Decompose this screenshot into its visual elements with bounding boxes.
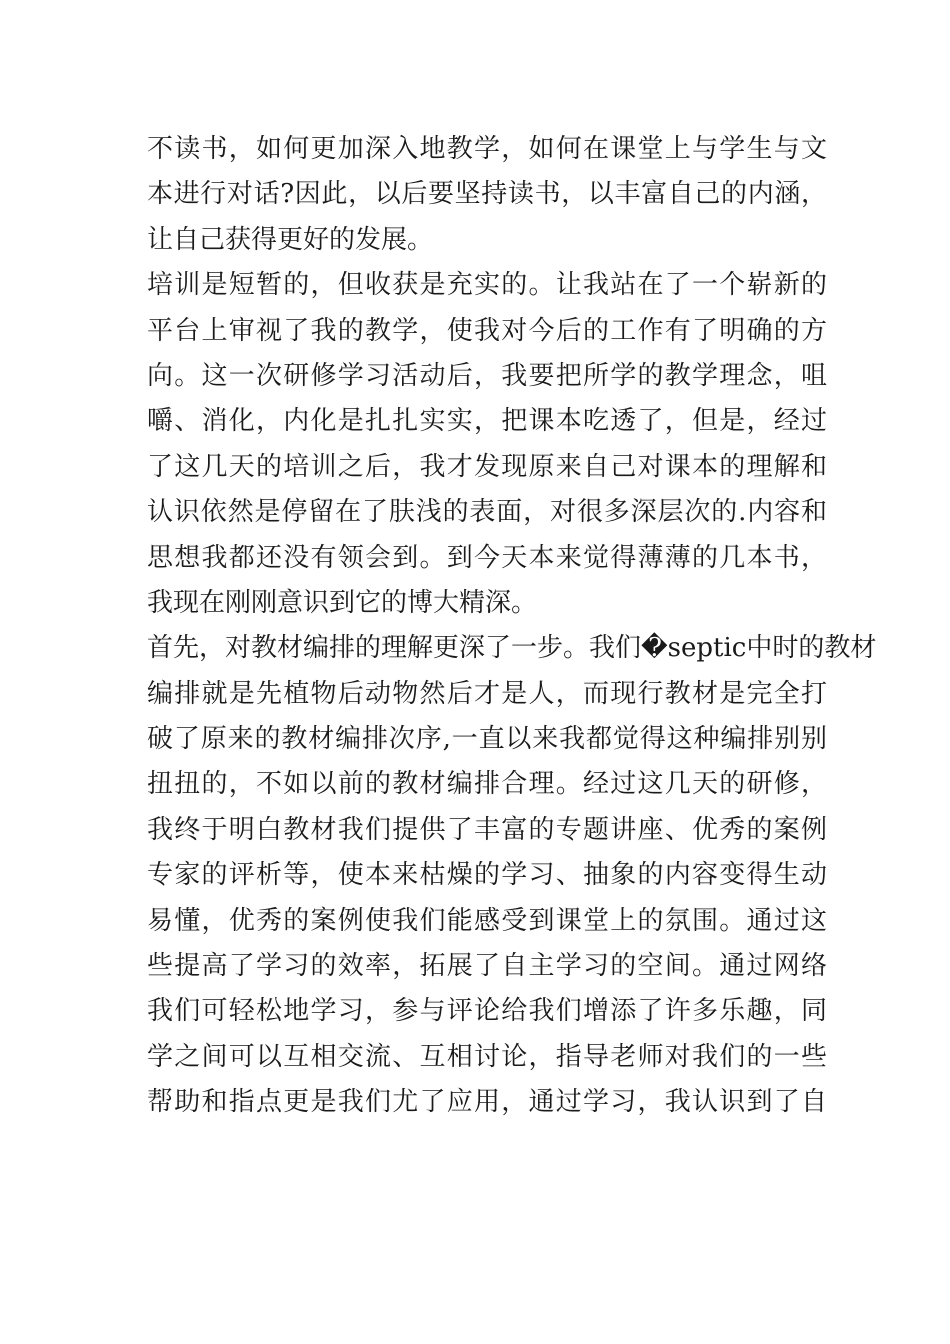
text-line: 专家的评析等，使本来枯燥的学习、抽象的内容变得生动 xyxy=(147,860,827,891)
text-line: 让自己获得更好的发展。 xyxy=(147,224,434,255)
text-line: 扭扭的，不如以前的教材编排合理。经过这几天的研修， xyxy=(147,769,827,800)
text-line: 我终于明白教材我们提供了丰富的专题讲座、优秀的案例 xyxy=(147,814,827,845)
body-text xyxy=(147,127,877,1126)
text-line: 些提高了学习的效率，拓展了自主学习的空间。通过网络 xyxy=(147,951,827,982)
text-line: 平台上审视了我的教学，使我对今后的工作有了明确的方 xyxy=(147,315,827,346)
text-line: 嚼、消化，内化是扎扎实实，把课本吃透了，但是，经过 xyxy=(147,406,827,437)
text-line: 学之间可以互相交流、互相讨论，指导老师对我们的一些 xyxy=(147,1041,827,1072)
text-line: 我们可轻松地学习，参与评论给我们增添了许多乐趣，同 xyxy=(147,996,827,1027)
text-line: 思想我都还没有领会到。到今天本来觉得薄薄的几本书， xyxy=(147,542,827,573)
text-line: 首先，对教材编排的理解更深了一步。我们�septic中时的教材 xyxy=(147,633,877,664)
text-line: 培训是短暂的，但收获是充实的。让我站在了一个崭新的 xyxy=(147,270,827,301)
text-line: 本进行对话?因此，以后要坚持读书，以丰富自己的内涵， xyxy=(147,179,827,210)
text-line: 帮助和指点更是我们尤了应用，通过学习，我认识到了自 xyxy=(147,1087,827,1118)
text-line: 编排就是先植物后动物然后才是人，而现行教材是完全打 xyxy=(147,678,827,709)
text-line: 我现在刚刚意识到它的博大精深。 xyxy=(147,587,538,618)
text-line: 向。这一次研修学习活动后，我要把所学的教学理念，咀 xyxy=(147,360,827,391)
text-line: 认识依然是停留在了肤浅的表面，对很多深层次的.内容和 xyxy=(147,497,827,528)
text-line: 了这几天的培训之后，我才发现原来自己对课本的理解和 xyxy=(147,451,827,482)
text-line: 易懂，优秀的案例使我们能感受到课堂上的氛围。通过这 xyxy=(147,905,827,936)
text-line: 破了原来的教材编排次序,一直以来我都觉得这种编排别别 xyxy=(147,724,827,755)
text-line: 不读书，如何更加深入地教学，如何在课堂上与学生与文 xyxy=(147,134,827,164)
